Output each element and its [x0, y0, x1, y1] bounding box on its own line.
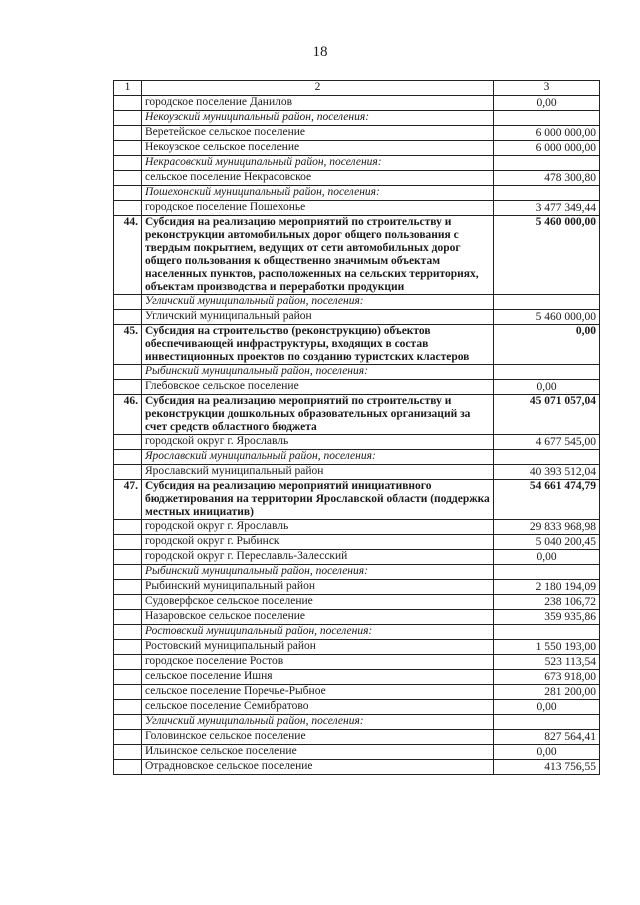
row-amount: 45 071 057,04 [494, 395, 600, 435]
row-name: Некрасовский муниципальный район, поселения: [142, 156, 494, 171]
row-number [114, 295, 142, 310]
recipient-row [114, 435, 600, 450]
row-amount [494, 365, 600, 380]
row-number [114, 156, 142, 171]
row-number [114, 580, 142, 595]
row-amount: 0,00 [494, 380, 600, 395]
municipality-heading-row [114, 295, 600, 310]
row-number: 47. [114, 480, 142, 520]
row-number [114, 96, 142, 111]
row-amount [494, 186, 600, 201]
row-name: Назаровское сельское поселение [142, 610, 494, 625]
row-number [114, 171, 142, 186]
row-name: Некоузский муниципальный район, поселения: [142, 111, 494, 126]
municipality-heading-row [114, 365, 600, 380]
row-number [114, 625, 142, 640]
row-number [114, 610, 142, 625]
row-number [114, 700, 142, 715]
row-amount [494, 450, 600, 465]
row-name: Ярославский муниципальный район [142, 465, 494, 480]
row-amount [494, 111, 600, 126]
row-number [114, 201, 142, 216]
row-number [114, 186, 142, 201]
header-col-2: 2 [142, 81, 494, 96]
row-number [114, 760, 142, 775]
row-amount [494, 715, 600, 730]
municipality-heading-row [114, 625, 600, 640]
row-amount [494, 295, 600, 310]
row-name: сельское поселение Некрасовское [142, 171, 494, 186]
row-number [114, 141, 142, 156]
municipality-heading-row [114, 450, 600, 465]
row-name: Субсидия на реализацию мероприятий инициативного бюджетирования на территории Ярославской области (поддержка местных инициатив) [142, 480, 494, 520]
row-amount: 5 460 000,00 [494, 310, 600, 325]
row-name: Глебовское сельское поселение [142, 380, 494, 395]
recipient-row [114, 700, 600, 715]
row-amount: 238 106,72 [494, 595, 600, 610]
row-amount: 0,00 [494, 96, 600, 111]
row-number: 46. [114, 395, 142, 435]
header-col-1: 1 [114, 81, 142, 96]
recipient-row [114, 610, 600, 625]
row-name: Рыбинский муниципальный район [142, 580, 494, 595]
row-name: городское поселение Ростов [142, 655, 494, 670]
recipient-row [114, 670, 600, 685]
row-number [114, 365, 142, 380]
row-number [114, 595, 142, 610]
row-amount: 281 200,00 [494, 685, 600, 700]
municipality-heading-row [114, 156, 600, 171]
row-name: Головинское сельское поселение [142, 730, 494, 745]
row-amount: 413 756,55 [494, 760, 600, 775]
column-number-header [114, 81, 600, 96]
row-name: городской округ г. Рыбинск [142, 535, 494, 550]
row-number [114, 450, 142, 465]
recipient-row [114, 380, 600, 395]
row-name: городское поселение Данилов [142, 96, 494, 111]
recipient-row [114, 730, 600, 745]
row-number [114, 535, 142, 550]
row-name: Отрадновское сельское поселение [142, 760, 494, 775]
row-number: 44. [114, 216, 142, 295]
row-amount: 54 661 474,79 [494, 480, 600, 520]
row-number [114, 745, 142, 760]
row-name: городское поселение Пошехонье [142, 201, 494, 216]
recipient-row [114, 655, 600, 670]
row-amount: 478 300,80 [494, 171, 600, 186]
subsidy-row [114, 216, 600, 295]
row-name: городской округ г. Ярославль [142, 435, 494, 450]
row-amount: 5 460 000,00 [494, 216, 600, 295]
row-number [114, 565, 142, 580]
subsidy-row [114, 325, 600, 365]
row-amount: 827 564,41 [494, 730, 600, 745]
row-number [114, 520, 142, 535]
row-number [114, 730, 142, 745]
row-amount: 3 477 349,44 [494, 201, 600, 216]
municipality-heading-row [114, 111, 600, 126]
row-name: Ильинское сельское поселение [142, 745, 494, 760]
recipient-row [114, 126, 600, 141]
row-name: Некоузское сельское поселение [142, 141, 494, 156]
recipient-row [114, 96, 600, 111]
row-name: Рыбинский муниципальный район, поселения: [142, 365, 494, 380]
row-number [114, 550, 142, 565]
row-amount: 40 393 512,04 [494, 465, 600, 480]
recipient-row [114, 550, 600, 565]
row-amount [494, 565, 600, 580]
recipient-row [114, 685, 600, 700]
recipient-row [114, 760, 600, 775]
row-name: сельское поселение Ишня [142, 670, 494, 685]
row-amount: 6 000 000,00 [494, 141, 600, 156]
row-name: Субсидия на реализацию мероприятий по строительству и реконструкции автомобильных дорог общего пользования с твердым покрытием, ведущих от сети автомобильных дорог общего пользования к общественно значимым объектам населенных пунктов, расположенных на сельских территориях, объектам производства и переработки продукции [142, 216, 494, 295]
row-name: сельское поселение Семибратово [142, 700, 494, 715]
recipient-row [114, 465, 600, 480]
recipient-row [114, 310, 600, 325]
row-number [114, 111, 142, 126]
row-name: Пошехонский муниципальный район, поселения: [142, 186, 494, 201]
recipient-row [114, 580, 600, 595]
row-amount: 5 040 200,45 [494, 535, 600, 550]
row-name: Ростовский муниципальный район [142, 640, 494, 655]
row-name: Субсидия на реализацию мероприятий по строительству и реконструкции дошкольных образовательных организаций за счет средств областного бюджета [142, 395, 494, 435]
recipient-row [114, 520, 600, 535]
row-amount [494, 156, 600, 171]
row-amount: 673 918,00 [494, 670, 600, 685]
subsidy-distribution-table [113, 80, 600, 775]
row-amount: 6 000 000,00 [494, 126, 600, 141]
row-number [114, 380, 142, 395]
municipality-heading-row [114, 715, 600, 730]
row-name: Угличский муниципальный район, поселения: [142, 295, 494, 310]
row-name: сельское поселение Поречье-Рыбное [142, 685, 494, 700]
row-amount: 523 113,54 [494, 655, 600, 670]
subsidy-row [114, 480, 600, 520]
recipient-row [114, 535, 600, 550]
row-name: Угличский муниципальный район [142, 310, 494, 325]
row-amount: 2 180 194,09 [494, 580, 600, 595]
row-amount: 359 935,86 [494, 610, 600, 625]
row-number [114, 310, 142, 325]
recipient-row [114, 640, 600, 655]
row-amount: 1 550 193,00 [494, 640, 600, 655]
row-amount: 29 833 968,98 [494, 520, 600, 535]
municipality-heading-row [114, 565, 600, 580]
row-amount: 0,00 [494, 325, 600, 365]
row-name: Веретейское сельское поселение [142, 126, 494, 141]
row-number [114, 126, 142, 141]
recipient-row [114, 201, 600, 216]
row-amount: 0,00 [494, 745, 600, 760]
row-name: Рыбинский муниципальный район, поселения: [142, 565, 494, 580]
row-amount: 0,00 [494, 550, 600, 565]
row-name: Судоверфское сельское поселение [142, 595, 494, 610]
row-number [114, 640, 142, 655]
municipality-heading-row [114, 186, 600, 201]
row-name: Ярославский муниципальный район, поселения: [142, 450, 494, 465]
row-number [114, 435, 142, 450]
row-name: городской округ г. Переславль-Залесский [142, 550, 494, 565]
recipient-row [114, 171, 600, 186]
row-number [114, 670, 142, 685]
row-number [114, 655, 142, 670]
row-number [114, 715, 142, 730]
row-name: Угличский муниципальный район, поселения: [142, 715, 494, 730]
row-amount: 0,00 [494, 700, 600, 715]
row-name: Субсидия на строительство (реконструкцию) объектов обеспечивающей инфраструктуры, входящих в состав инвестиционных проектов по созданию туристских кластеров [142, 325, 494, 365]
row-number [114, 685, 142, 700]
recipient-row [114, 745, 600, 760]
recipient-row [114, 141, 600, 156]
row-name: городской округ г. Ярославль [142, 520, 494, 535]
row-name: Ростовский муниципальный район, поселения: [142, 625, 494, 640]
row-number [114, 465, 142, 480]
recipient-row [114, 595, 600, 610]
header-col-3: 3 [494, 81, 600, 96]
row-number: 45. [114, 325, 142, 365]
page-number: 18 [312, 44, 328, 60]
subsidy-row [114, 395, 600, 435]
row-amount [494, 625, 600, 640]
row-amount: 4 677 545,00 [494, 435, 600, 450]
